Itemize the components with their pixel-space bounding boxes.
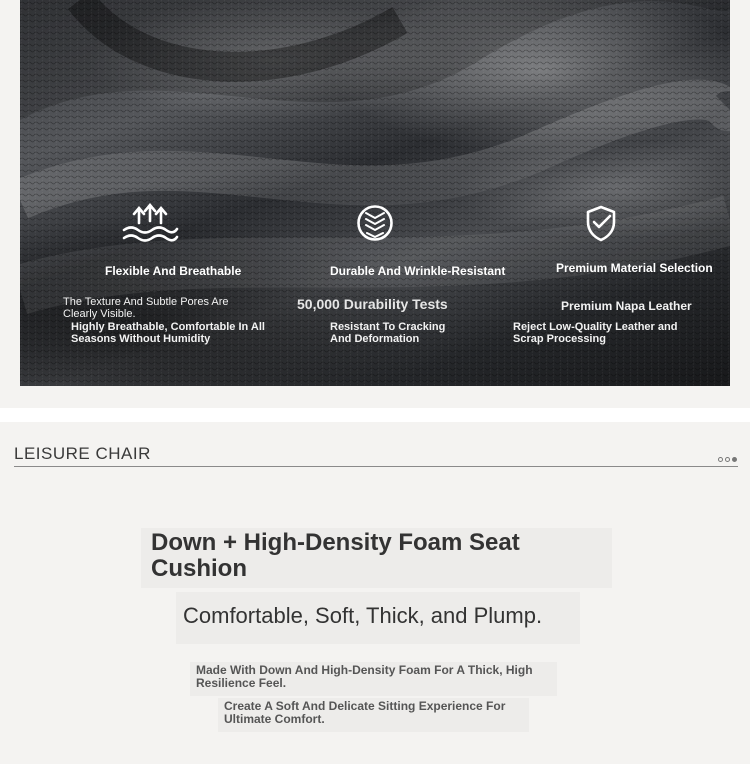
section-title: LEISURE CHAIR — [14, 444, 151, 463]
feature-subtitle: 50,000 Durability Tests — [297, 296, 448, 312]
section-underline — [14, 466, 738, 467]
section-divider — [0, 408, 750, 422]
feature-desc: Reject Low-Quality Leather and Scrap Processing — [513, 321, 678, 345]
feature-desc: Resistant To Cracking And Deformation — [330, 321, 446, 345]
feature-desc: The Texture And Subtle Pores Are Clearly Visible. — [63, 296, 229, 320]
cushion-heading: Down + High-Density Foam Seat Cushion — [151, 529, 520, 582]
breathable-waves-icon — [121, 203, 179, 248]
leather-hero-image — [20, 0, 730, 386]
dots-more-icon — [718, 457, 737, 462]
feature-desc: Highly Breathable, Comfortable In All Seasons Without Humidity — [71, 321, 265, 345]
feature-subtitle: Premium Napa Leather — [561, 299, 692, 313]
cushion-description: Made With Down And High-Density Foam For A Thick, High Resilience Feel. — [196, 663, 533, 690]
cushion-subheading: Comfortable, Soft, Thick, and Plump. — [183, 603, 543, 628]
wrinkle-resistant-circle-icon — [356, 204, 394, 247]
cushion-description: Create A Soft And Delicate Sitting Experience For Ultimate Comfort. — [224, 699, 506, 726]
shield-check-icon — [584, 204, 618, 247]
feature-title: Durable And Wrinkle-Resistant — [330, 264, 506, 278]
feature-title: Premium Material Selection — [556, 261, 713, 275]
feature-title: Flexible And Breathable — [105, 264, 242, 278]
